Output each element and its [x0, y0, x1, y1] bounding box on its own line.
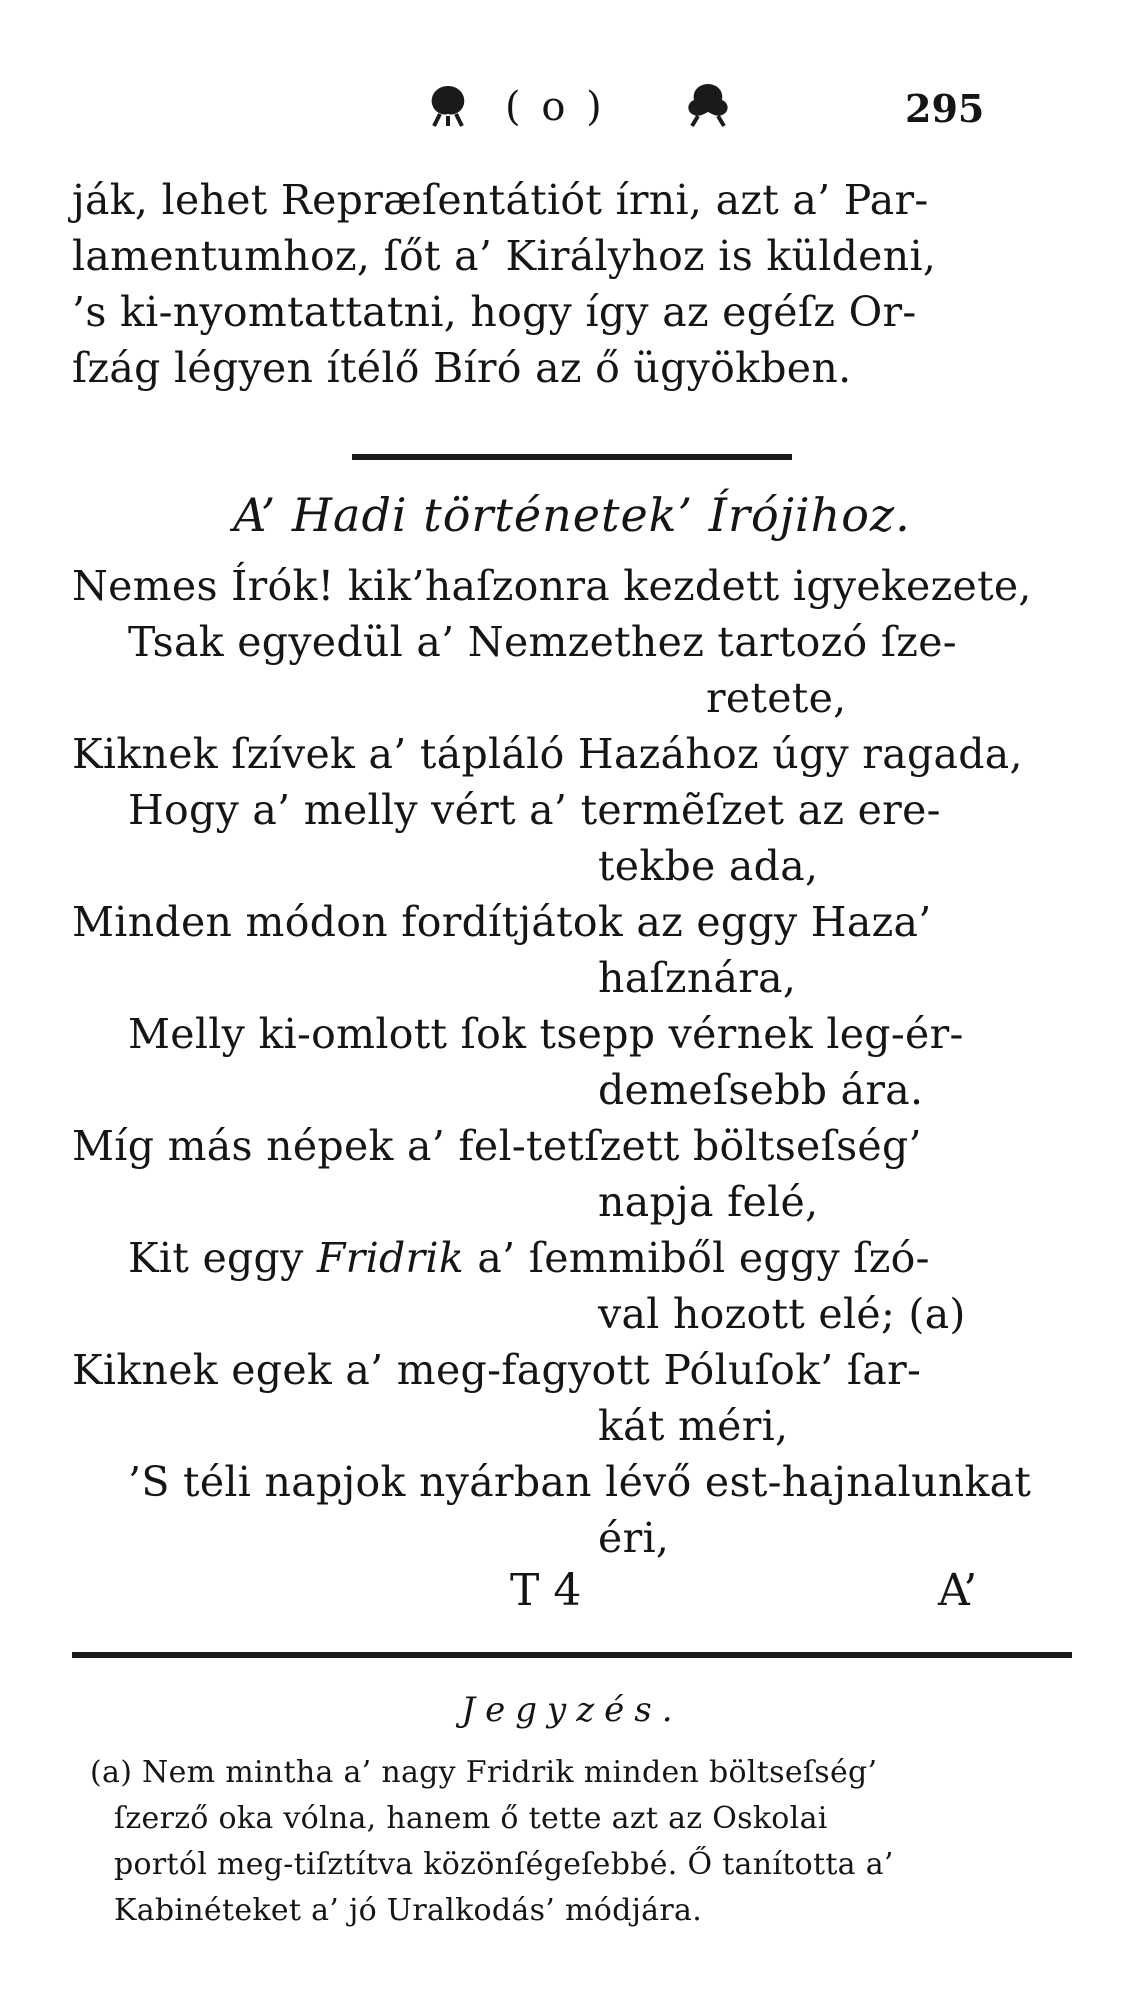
poem-line: Hogy a’ melly vért a’ termẽſzet az ere-	[128, 786, 941, 834]
poem-text: Kit eggy	[128, 1234, 304, 1282]
footnote-divider	[72, 1652, 1072, 1658]
poem-line-continuation: tekbe ada,	[598, 842, 819, 890]
prose-line: ſzág légyen ítélő Bíró az ő ügyökben.	[72, 344, 852, 392]
note-heading: Jegyzés.	[461, 1690, 683, 1730]
poem-line	[128, 1234, 930, 1282]
poem-line: ’S téli napjok nyárban lévő est-hajnalunkat	[128, 1458, 1032, 1506]
footnote-line: Kabinéteket a’ jó Uralkodás’ módjára.	[114, 1893, 703, 1928]
catchword: A’	[938, 1565, 978, 1616]
footnote-line: portól meg-tiſztítva közönſégeſebbé. Ő tanította a’	[114, 1847, 894, 1882]
poem-line-continuation: val hozott elé; (a)	[598, 1290, 966, 1338]
poem-line: Kiknek egek a’ meg-fagyott Póluſok’ ſar-	[72, 1346, 922, 1394]
prose-line: ’s ki-nyomtattatni, hogy így az egéſz Or-	[72, 288, 917, 336]
running-header	[0, 80, 1144, 140]
footnote-line: ſzerző oka vólna, hanem ő tette azt az Oskolai	[114, 1801, 828, 1836]
footnote-line: (a) Nem mintha a’ nagy Fridrik minden böltseſség’	[90, 1755, 878, 1790]
poem-line: Tsak egyedül a’ Nemzethez tartozó ſze-	[128, 618, 957, 666]
footnote	[90, 1750, 1080, 1934]
poem-line: Kiknek ſzívek a’ tápláló Hazához úgy ragada,	[72, 730, 1023, 778]
poem-line-continuation: haſznára,	[598, 954, 797, 1002]
section-divider	[352, 454, 792, 460]
poem-line-continuation: retete,	[706, 674, 847, 722]
prose-paragraph	[72, 172, 1072, 396]
signature-mark: T 4	[510, 1565, 582, 1616]
prose-line: lamentumhoz, ſőt a’ Királyhoz is küldeni,	[72, 232, 937, 280]
poem-name-fridrik: Fridrik	[316, 1234, 464, 1282]
floral-ornament-icon	[420, 80, 476, 128]
poem-line: Nemes Írók! kik’haſzonra kezdett igyekezete,	[72, 562, 1032, 610]
floral-ornament-icon	[680, 80, 736, 128]
poem-line-continuation: kát méri,	[598, 1402, 789, 1450]
poem-line-continuation: demeſsebb ára.	[598, 1066, 924, 1114]
poem-line: Melly ki-omlott ſok tsepp vérnek leg-ér-	[128, 1010, 964, 1058]
prose-line: ják, lehet Repræſentátiót írni, azt a’ Par-	[72, 176, 929, 224]
poem-line: Minden módon fordítjátok az eggy Haza’	[72, 898, 932, 946]
poem-text: a’ ſemmiből eggy ſzó-	[477, 1234, 930, 1282]
poem-line-continuation: éri,	[598, 1514, 670, 1562]
page-number: 295	[905, 86, 985, 131]
poem-title: A’ Hadi történetek’ Írójihoz.	[233, 488, 911, 542]
header-center-mark: ( o )	[505, 84, 606, 130]
poem-line: Míg más népek a’ fel-tetſzett böltseſség’	[72, 1122, 922, 1170]
poem-line-continuation: napja felé,	[598, 1178, 819, 1226]
